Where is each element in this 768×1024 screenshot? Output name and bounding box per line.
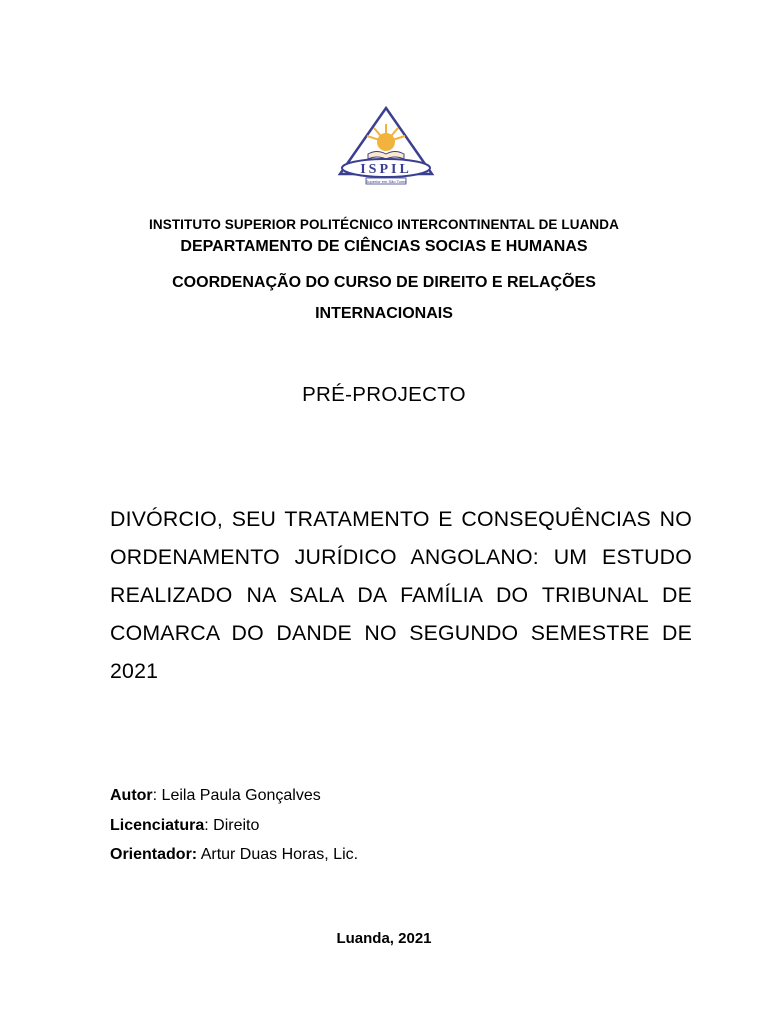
- advisor-label: Orientador:: [110, 846, 198, 863]
- degree-line: [110, 817, 259, 835]
- department-name: DEPARTAMENTO DE CIÊNCIAS SOCIAS E HUMANAS: [180, 238, 588, 255]
- advisor-value: Artur Duas Horas, Lic.: [197, 846, 359, 863]
- place-date: Luanda, 2021: [336, 930, 432, 947]
- logo-wordmark: ISPIL: [360, 162, 412, 177]
- advisor-line: [110, 846, 358, 864]
- logo-emblem-icon: [334, 104, 438, 190]
- degree-label: Licenciatura: [110, 817, 205, 834]
- ispil-logo: [334, 104, 438, 190]
- degree-value: : Direito: [204, 817, 260, 834]
- document-type: PRÉ-PROJECTO: [302, 383, 466, 406]
- document-title: DIVÓRCIO, SEU TRATAMENTO E CONSEQUÊNCIAS NO ORDENAMENTO JURÍDICO ANGOLANO: UM ESTUDO REALIZADO NA SALA DA FAMÍLIA DO TRIBUNAL DE COMARCA DO DANDE NO SEGUNDO SEMESTRE DE 2021: [110, 507, 692, 683]
- author-line: [110, 787, 321, 805]
- coordination-name: COORDENAÇÃO DO CURSO DE DIREITO E RELAÇÕES INTERNACIONAIS: [172, 274, 596, 322]
- author-label: Autor: [110, 787, 153, 804]
- author-value: : Leila Paula Gonçalves: [152, 787, 321, 804]
- institute-name: INSTITUTO SUPERIOR POLITÉCNICO INTERCONTINENTAL DE LUANDA: [149, 217, 619, 232]
- logo-tagline: Superior em São Tomé: [365, 179, 407, 184]
